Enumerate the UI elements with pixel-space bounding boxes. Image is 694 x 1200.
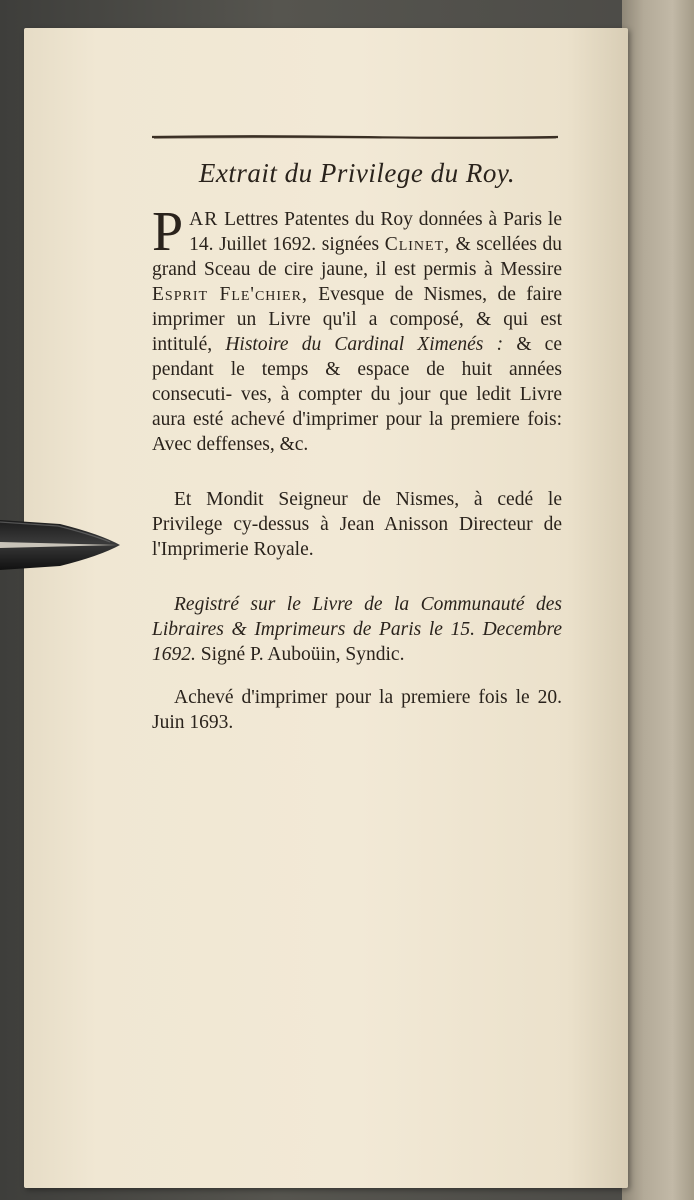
line-9: ves, à compter du jour que ledit Livre aura: [152, 384, 562, 430]
privilege-text: [152, 148, 562, 735]
registration-text: Registré sur le Livre de la Communauté des Libraires & Imprimeurs de Paris le 15. Decembre 1692.: [152, 594, 562, 665]
signer-name: Clinet,: [384, 234, 451, 255]
line-6: Livre qu'il a composé, & qui est intitulé,: [152, 309, 562, 355]
line-2: Paris le 14. Juillet 1692. signées: [189, 209, 563, 255]
author-name: Esprit Fle'chier,: [152, 284, 308, 305]
line-1: Lettres Patentes du Roy données à: [224, 209, 498, 230]
registration-signature: Signé P. Auboüin, Syndic.: [200, 644, 405, 665]
lead-word: AR: [189, 209, 219, 230]
book-title: Histoire du Cardinal Ximenés :: [225, 334, 504, 355]
line-8: le temps & espace de huit années consecuti-: [152, 359, 563, 405]
next-page-edge: [622, 0, 694, 1200]
paragraph-privilege: [152, 201, 563, 457]
line-11: Avec deffenses, &c.: [152, 434, 309, 455]
line-10: esté achevé d'imprimer pour la premiere fois:: [193, 409, 562, 430]
drop-cap: P: [152, 201, 184, 263]
line-4: est permis à Messire: [394, 259, 562, 280]
ornamental-rule: [152, 134, 558, 140]
paragraph-registration: [152, 592, 562, 667]
page-title: Extrait du Privilege du Roy.: [198, 158, 516, 188]
paragraph-printing-date: Achevé d'imprimer pour la premiere fois le 20. Juin 1693.: [152, 687, 562, 733]
pen-nib-icon: [0, 512, 122, 578]
line-7: & ce pendant: [152, 334, 562, 380]
paragraph-cession: Et Mondit Seigneur de Nismes, à cedé le Privilege cy-dessus à Jean Anisson Directeur de l'Imprimerie Royale.: [152, 489, 562, 560]
line-3: & scellées du grand Sceau de cire jaune, il: [152, 234, 562, 280]
line-5: Evesque de Nismes, de faire imprimer un: [152, 284, 563, 330]
